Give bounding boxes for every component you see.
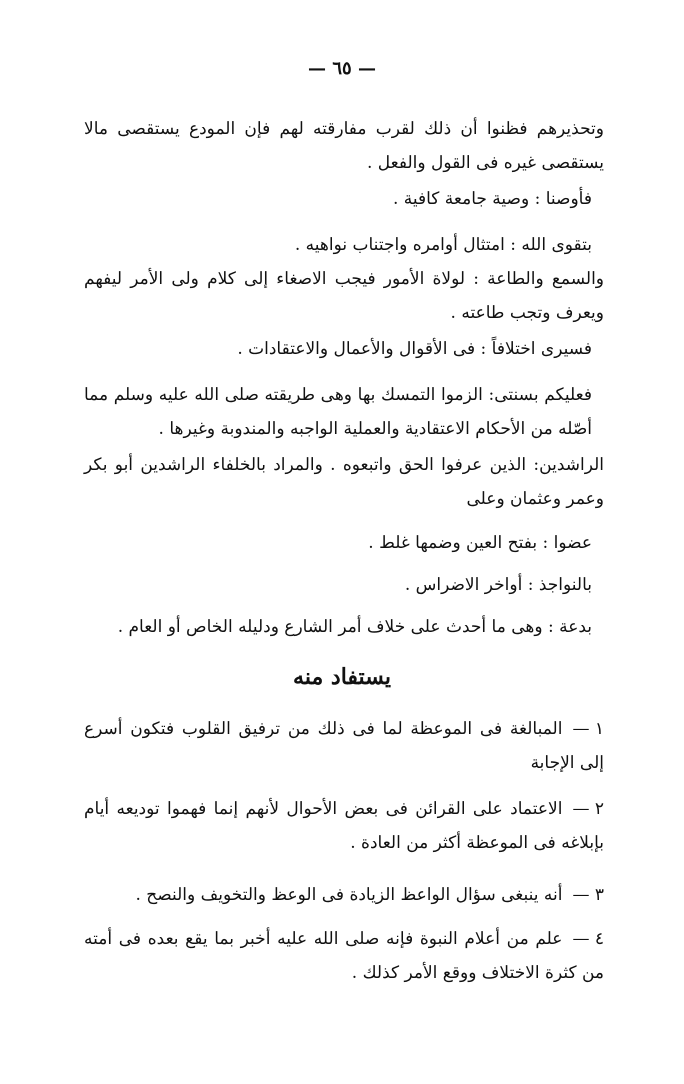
paragraph: عضوا : بفتح العين وضمها غلط . — [368, 533, 592, 553]
paragraph: الراشدين: الذين عرفوا الحق واتبعوه . والمراد بالخلفاء الراشدين أبو بكر وعمر وعثمان وعلى — [84, 455, 604, 509]
paragraph: فعليكم بسنتى: الزموا التمسك بها وهى طريقته صلى الله عليه وسلم مما أصّله من الأحكام الاعتقادية والعملية الواجبه والمندوبة وغيرها . — [84, 385, 592, 439]
list-item-number: ١ — — [572, 719, 604, 739]
list-item — [84, 792, 604, 860]
list-item — [84, 878, 604, 912]
section-heading: يستفاد منه — [293, 664, 391, 690]
list-item-number: ٤ — — [572, 929, 604, 949]
paragraph: والسمع والطاعة : لولاة الأمور فيجب الاصغاء إلى كلام ولى الأمر ليفهم ويعرف وتجب طاعته . — [84, 269, 604, 323]
paragraph: بتقوى الله : امتثال أوامره واجتناب نواهيه . — [294, 235, 592, 255]
list-item-number: ٢ — — [572, 799, 604, 819]
list-item-number: ٣ — — [572, 885, 604, 905]
list-item — [84, 712, 604, 780]
paragraph: فسيرى اختلافاً : فى الأقوال والأعمال والاعتقادات . — [237, 339, 592, 359]
list-item — [84, 922, 604, 990]
paragraph: فأوصنا : وصية جامعة كافية . — [392, 189, 592, 209]
list-item-text: علم من أعلام النبوة فإنه صلى الله عليه أخبر بما يقع بعده فى أمته من كثرة الاختلاف ووقع الأمر كذلك . — [84, 929, 604, 983]
list-item-text: الاعتماد على القرائن فى بعض الأحوال لأنهم إنما فهموا توديعه أيام بإبلاغه فى الموعظة أكثر من العادة . — [84, 799, 604, 853]
paragraph: بالنواجذ : أواخر الاضراس . — [404, 575, 592, 595]
paragraph: وتحذيرهم فظنوا أن ذلك لقرب مفارقته لهم فإن المودع يستقصى مالا يستقصى غيره فى القول والفعل . — [84, 119, 604, 173]
list-item-text: أنه ينبغى سؤال الواعظ الزيادة فى الوعظ والتخويف والنصح . — [135, 885, 563, 905]
paragraph: بدعة : وهى ما أحدث على خلاف أمر الشارع ودليله الخاص أو العام . — [117, 617, 592, 637]
list-item-text: المبالغة فى الموعظة لما فى ذلك من ترفيق القلوب فتكون أسرع إلى الإجابة — [84, 719, 604, 773]
page-number: — ٦٥ — — [308, 58, 376, 79]
